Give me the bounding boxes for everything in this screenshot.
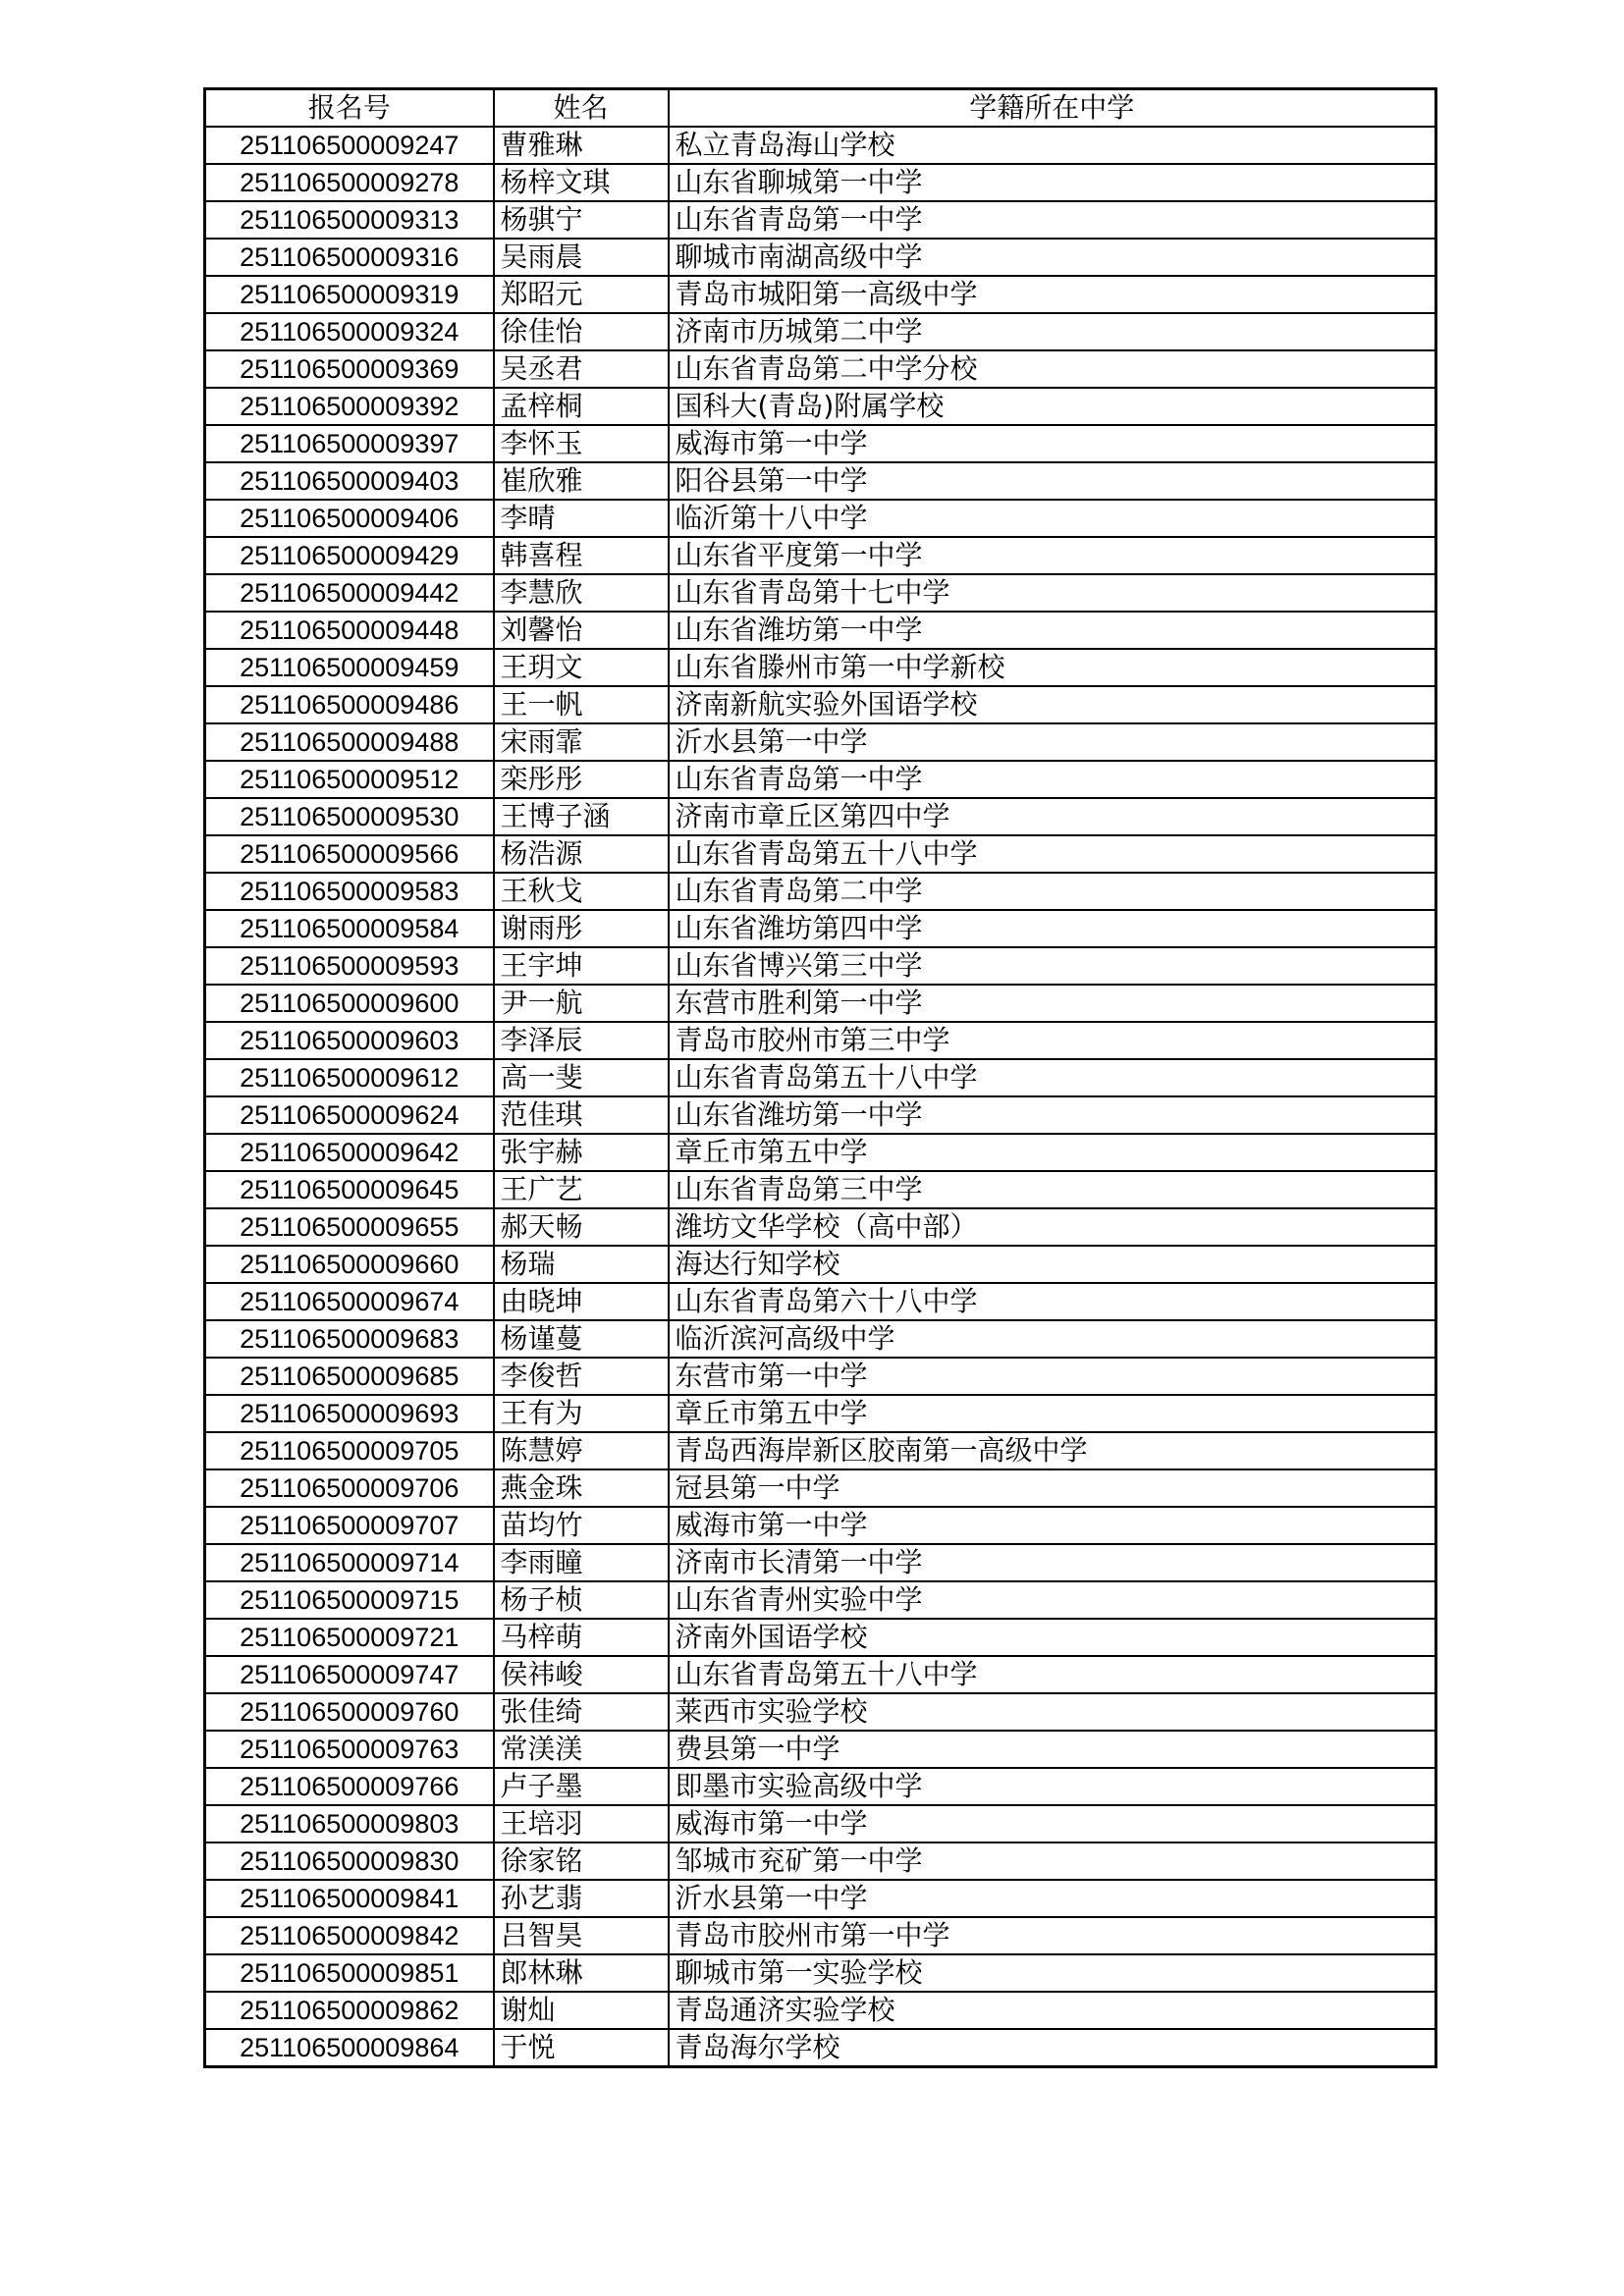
- student-name-cell: 常渼渼: [494, 1731, 669, 1768]
- school-cell: 临沂第十八中学: [669, 500, 1436, 537]
- table-row: [205, 1208, 1436, 1246]
- student-name-cell: 李俊哲: [494, 1358, 669, 1395]
- school-cell: 山东省青岛第五十八中学: [669, 835, 1436, 873]
- table-row: [205, 1432, 1436, 1469]
- registration-number-cell: 251106500009842: [205, 1917, 494, 1954]
- student-name-cell: 郝天畅: [494, 1208, 669, 1246]
- table-row: [205, 276, 1436, 313]
- school-cell: 济南新航实验外国语学校: [669, 686, 1436, 723]
- school-cell: 山东省青岛第二中学: [669, 873, 1436, 910]
- student-name-cell: 苗均竹: [494, 1507, 669, 1544]
- registration-number-cell: 251106500009593: [205, 947, 494, 985]
- school-cell: 山东省潍坊第四中学: [669, 910, 1436, 947]
- school-cell: 青岛市胶州市第一中学: [669, 1917, 1436, 1954]
- school-cell: 山东省青岛第五十八中学: [669, 1059, 1436, 1096]
- school-cell: 山东省青岛第一中学: [669, 761, 1436, 798]
- table-row: [205, 350, 1436, 388]
- table-row: [205, 1171, 1436, 1208]
- school-cell: 济南市长清第一中学: [669, 1544, 1436, 1581]
- table-row: [205, 761, 1436, 798]
- registration-number-cell: 251106500009864: [205, 2029, 494, 2067]
- table-row: [205, 1022, 1436, 1059]
- student-name-cell: 马梓萌: [494, 1619, 669, 1656]
- student-name-cell: 尹一航: [494, 985, 669, 1022]
- school-cell: 山东省青岛第六十八中学: [669, 1283, 1436, 1320]
- school-cell: 山东省平度第一中学: [669, 537, 1436, 574]
- table-row: [205, 388, 1436, 425]
- student-name-cell: 张宇赫: [494, 1134, 669, 1171]
- table-row: [205, 1581, 1436, 1619]
- table-row: [205, 1283, 1436, 1320]
- school-cell: 青岛市胶州市第三中学: [669, 1022, 1436, 1059]
- header-school: 学籍所在中学: [669, 89, 1436, 128]
- table-row: [205, 1619, 1436, 1656]
- school-cell: 聊城市第一实验学校: [669, 1954, 1436, 1992]
- student-name-cell: 曹雅琳: [494, 127, 669, 164]
- school-cell: 山东省滕州市第一中学新校: [669, 649, 1436, 686]
- table-row: [205, 201, 1436, 239]
- table-row: [205, 1507, 1436, 1544]
- school-cell: 济南外国语学校: [669, 1619, 1436, 1656]
- student-name-cell: 由晓坤: [494, 1283, 669, 1320]
- student-name-cell: 李怀玉: [494, 425, 669, 462]
- school-cell: 青岛海尔学校: [669, 2029, 1436, 2067]
- student-name-cell: 孙艺翡: [494, 1880, 669, 1917]
- registration-number-cell: 251106500009862: [205, 1992, 494, 2029]
- table-row: [205, 1842, 1436, 1880]
- table-row: [205, 164, 1436, 201]
- table-row: [205, 910, 1436, 947]
- table-row: [205, 985, 1436, 1022]
- student-name-cell: 李慧欣: [494, 574, 669, 612]
- registration-number-cell: 251106500009683: [205, 1320, 494, 1358]
- school-cell: 沂水县第一中学: [669, 723, 1436, 761]
- table-row: [205, 1544, 1436, 1581]
- school-cell: 山东省青岛第五十八中学: [669, 1656, 1436, 1693]
- student-name-cell: 韩喜程: [494, 537, 669, 574]
- school-cell: 阳谷县第一中学: [669, 462, 1436, 500]
- table-row: [205, 1731, 1436, 1768]
- student-name-cell: 王博子涵: [494, 798, 669, 835]
- school-cell: 威海市第一中学: [669, 1805, 1436, 1842]
- table-row: [205, 574, 1436, 612]
- table-row: [205, 1656, 1436, 1693]
- student-name-cell: 孟梓桐: [494, 388, 669, 425]
- registration-number-cell: 251106500009603: [205, 1022, 494, 1059]
- registration-number-cell: 251106500009612: [205, 1059, 494, 1096]
- roster-table: [203, 87, 1437, 2068]
- registration-number-cell: 251106500009448: [205, 612, 494, 649]
- registration-number-cell: 251106500009624: [205, 1096, 494, 1134]
- school-cell: 即墨市实验高级中学: [669, 1768, 1436, 1805]
- table-row: [205, 537, 1436, 574]
- registration-number-cell: 251106500009397: [205, 425, 494, 462]
- school-cell: 济南市章丘区第四中学: [669, 798, 1436, 835]
- registration-number-cell: 251106500009583: [205, 873, 494, 910]
- table-row: [205, 1059, 1436, 1096]
- table-row: [205, 612, 1436, 649]
- registration-number-cell: 251106500009766: [205, 1768, 494, 1805]
- student-name-cell: 范佳琪: [494, 1096, 669, 1134]
- table-row: [205, 2029, 1436, 2067]
- registration-number-cell: 251106500009763: [205, 1731, 494, 1768]
- student-name-cell: 吴雨晨: [494, 239, 669, 276]
- registration-number-cell: 251106500009316: [205, 239, 494, 276]
- table-row: [205, 1469, 1436, 1507]
- student-name-cell: 王培羽: [494, 1805, 669, 1842]
- registration-number-cell: 251106500009324: [205, 313, 494, 350]
- registration-number-cell: 251106500009600: [205, 985, 494, 1022]
- table-row: [205, 1992, 1436, 2029]
- student-name-cell: 谢雨彤: [494, 910, 669, 947]
- registration-number-cell: 251106500009706: [205, 1469, 494, 1507]
- student-name-cell: 王宇坤: [494, 947, 669, 985]
- table-row: [205, 462, 1436, 500]
- student-name-cell: 谢灿: [494, 1992, 669, 2029]
- registration-number-cell: 251106500009488: [205, 723, 494, 761]
- student-name-cell: 吴丞君: [494, 350, 669, 388]
- table-row: [205, 947, 1436, 985]
- table-row: [205, 1320, 1436, 1358]
- student-name-cell: 郎林琳: [494, 1954, 669, 1992]
- table-row: [205, 1246, 1436, 1283]
- school-cell: 山东省潍坊第一中学: [669, 612, 1436, 649]
- school-cell: 山东省青岛第二中学分校: [669, 350, 1436, 388]
- school-cell: 山东省聊城第一中学: [669, 164, 1436, 201]
- table-row: [205, 1805, 1436, 1842]
- table-row: [205, 1134, 1436, 1171]
- student-name-cell: 杨梓文琪: [494, 164, 669, 201]
- roster-body: [205, 127, 1436, 2067]
- registration-number-cell: 251106500009760: [205, 1693, 494, 1731]
- student-name-cell: 刘馨怡: [494, 612, 669, 649]
- registration-number-cell: 251106500009803: [205, 1805, 494, 1842]
- student-name-cell: 郑昭元: [494, 276, 669, 313]
- student-name-cell: 杨浩源: [494, 835, 669, 873]
- student-name-cell: 李雨瞳: [494, 1544, 669, 1581]
- table-row: [205, 1768, 1436, 1805]
- registration-number-cell: 251106500009645: [205, 1171, 494, 1208]
- registration-number-cell: 251106500009707: [205, 1507, 494, 1544]
- table-row: [205, 723, 1436, 761]
- table-row: [205, 500, 1436, 537]
- student-name-cell: 王广艺: [494, 1171, 669, 1208]
- school-cell: 青岛西海岸新区胶南第一高级中学: [669, 1432, 1436, 1469]
- student-name-cell: 侯祎峻: [494, 1656, 669, 1693]
- school-cell: 莱西市实验学校: [669, 1693, 1436, 1731]
- table-row: [205, 1395, 1436, 1432]
- registration-number-cell: 251106500009584: [205, 910, 494, 947]
- school-cell: 章丘市第五中学: [669, 1395, 1436, 1432]
- school-cell: 潍坊文华学校（高中部）: [669, 1208, 1436, 1246]
- header-name: 姓名: [494, 89, 669, 128]
- school-cell: 章丘市第五中学: [669, 1134, 1436, 1171]
- table-row: [205, 1358, 1436, 1395]
- school-cell: 山东省青岛第十七中学: [669, 574, 1436, 612]
- school-cell: 东营市胜利第一中学: [669, 985, 1436, 1022]
- registration-number-cell: 251106500009486: [205, 686, 494, 723]
- student-name-cell: 卢子墨: [494, 1768, 669, 1805]
- student-name-cell: 栾彤彤: [494, 761, 669, 798]
- registration-number-cell: 251106500009693: [205, 1395, 494, 1432]
- registration-number-cell: 251106500009369: [205, 350, 494, 388]
- table-row: [205, 798, 1436, 835]
- registration-number-cell: 251106500009319: [205, 276, 494, 313]
- school-cell: 临沂滨河高级中学: [669, 1320, 1436, 1358]
- table-row: [205, 1917, 1436, 1954]
- student-name-cell: 杨骐宁: [494, 201, 669, 239]
- registration-number-cell: 251106500009851: [205, 1954, 494, 1992]
- registration-number-cell: 251106500009313: [205, 201, 494, 239]
- registration-number-cell: 251106500009715: [205, 1581, 494, 1619]
- school-cell: 山东省青州实验中学: [669, 1581, 1436, 1619]
- student-name-cell: 张佳绮: [494, 1693, 669, 1731]
- table-row: [205, 686, 1436, 723]
- student-name-cell: 吕智昊: [494, 1917, 669, 1954]
- student-name-cell: 王一帆: [494, 686, 669, 723]
- registration-number-cell: 251106500009566: [205, 835, 494, 873]
- student-name-cell: 杨谨蔓: [494, 1320, 669, 1358]
- table-row: [205, 835, 1436, 873]
- school-cell: 山东省青岛第三中学: [669, 1171, 1436, 1208]
- school-cell: 邹城市兖矿第一中学: [669, 1842, 1436, 1880]
- school-cell: 东营市第一中学: [669, 1358, 1436, 1395]
- school-cell: 威海市第一中学: [669, 425, 1436, 462]
- table-row: [205, 239, 1436, 276]
- school-cell: 私立青岛海山学校: [669, 127, 1436, 164]
- header-registration-number: 报名号: [205, 89, 494, 128]
- registration-number-cell: 251106500009642: [205, 1134, 494, 1171]
- table-row: [205, 127, 1436, 164]
- student-name-cell: 宋雨霏: [494, 723, 669, 761]
- registration-number-cell: 251106500009721: [205, 1619, 494, 1656]
- student-name-cell: 杨瑞: [494, 1246, 669, 1283]
- school-cell: 沂水县第一中学: [669, 1880, 1436, 1917]
- school-cell: 聊城市南湖高级中学: [669, 239, 1436, 276]
- student-name-cell: 于悦: [494, 2029, 669, 2067]
- student-name-cell: 李泽辰: [494, 1022, 669, 1059]
- registration-number-cell: 251106500009714: [205, 1544, 494, 1581]
- registration-number-cell: 251106500009530: [205, 798, 494, 835]
- student-name-cell: 崔欣雅: [494, 462, 669, 500]
- student-name-cell: 燕金珠: [494, 1469, 669, 1507]
- table-row: [205, 313, 1436, 350]
- school-cell: 费县第一中学: [669, 1731, 1436, 1768]
- table-row: [205, 649, 1436, 686]
- school-cell: 山东省潍坊第一中学: [669, 1096, 1436, 1134]
- registration-number-cell: 251106500009660: [205, 1246, 494, 1283]
- table-row: [205, 1693, 1436, 1731]
- registration-number-cell: 251106500009429: [205, 537, 494, 574]
- registration-number-cell: 251106500009406: [205, 500, 494, 537]
- registration-number-cell: 251106500009459: [205, 649, 494, 686]
- table-row: [205, 1096, 1436, 1134]
- school-cell: 青岛通济实验学校: [669, 1992, 1436, 2029]
- school-cell: 威海市第一中学: [669, 1507, 1436, 1544]
- school-cell: 冠县第一中学: [669, 1469, 1436, 1507]
- header-row: [205, 89, 1436, 128]
- registration-number-cell: 251106500009841: [205, 1880, 494, 1917]
- student-name-cell: 高一斐: [494, 1059, 669, 1096]
- table-row: [205, 1880, 1436, 1917]
- registration-number-cell: 251106500009830: [205, 1842, 494, 1880]
- registration-number-cell: 251106500009705: [205, 1432, 494, 1469]
- registration-number-cell: 251106500009512: [205, 761, 494, 798]
- school-cell: 山东省博兴第三中学: [669, 947, 1436, 985]
- registration-number-cell: 251106500009247: [205, 127, 494, 164]
- school-cell: 济南市历城第二中学: [669, 313, 1436, 350]
- registration-number-cell: 251106500009674: [205, 1283, 494, 1320]
- registration-number-cell: 251106500009655: [205, 1208, 494, 1246]
- student-name-cell: 王有为: [494, 1395, 669, 1432]
- table-row: [205, 425, 1436, 462]
- student-name-cell: 杨子桢: [494, 1581, 669, 1619]
- student-name-cell: 王玥文: [494, 649, 669, 686]
- registration-number-cell: 251106500009747: [205, 1656, 494, 1693]
- registration-number-cell: 251106500009403: [205, 462, 494, 500]
- table-row: [205, 873, 1436, 910]
- school-cell: 山东省青岛第一中学: [669, 201, 1436, 239]
- registration-number-cell: 251106500009685: [205, 1358, 494, 1395]
- school-cell: 青岛市城阳第一高级中学: [669, 276, 1436, 313]
- student-name-cell: 王秋戈: [494, 873, 669, 910]
- student-name-cell: 李晴: [494, 500, 669, 537]
- table-row: [205, 1954, 1436, 1992]
- registration-number-cell: 251106500009278: [205, 164, 494, 201]
- school-cell: 海达行知学校: [669, 1246, 1436, 1283]
- student-name-cell: 陈慧婷: [494, 1432, 669, 1469]
- registration-number-cell: 251106500009442: [205, 574, 494, 612]
- registration-number-cell: 251106500009392: [205, 388, 494, 425]
- student-name-cell: 徐家铭: [494, 1842, 669, 1880]
- school-cell: 国科大(青岛)附属学校: [669, 388, 1436, 425]
- student-name-cell: 徐佳怡: [494, 313, 669, 350]
